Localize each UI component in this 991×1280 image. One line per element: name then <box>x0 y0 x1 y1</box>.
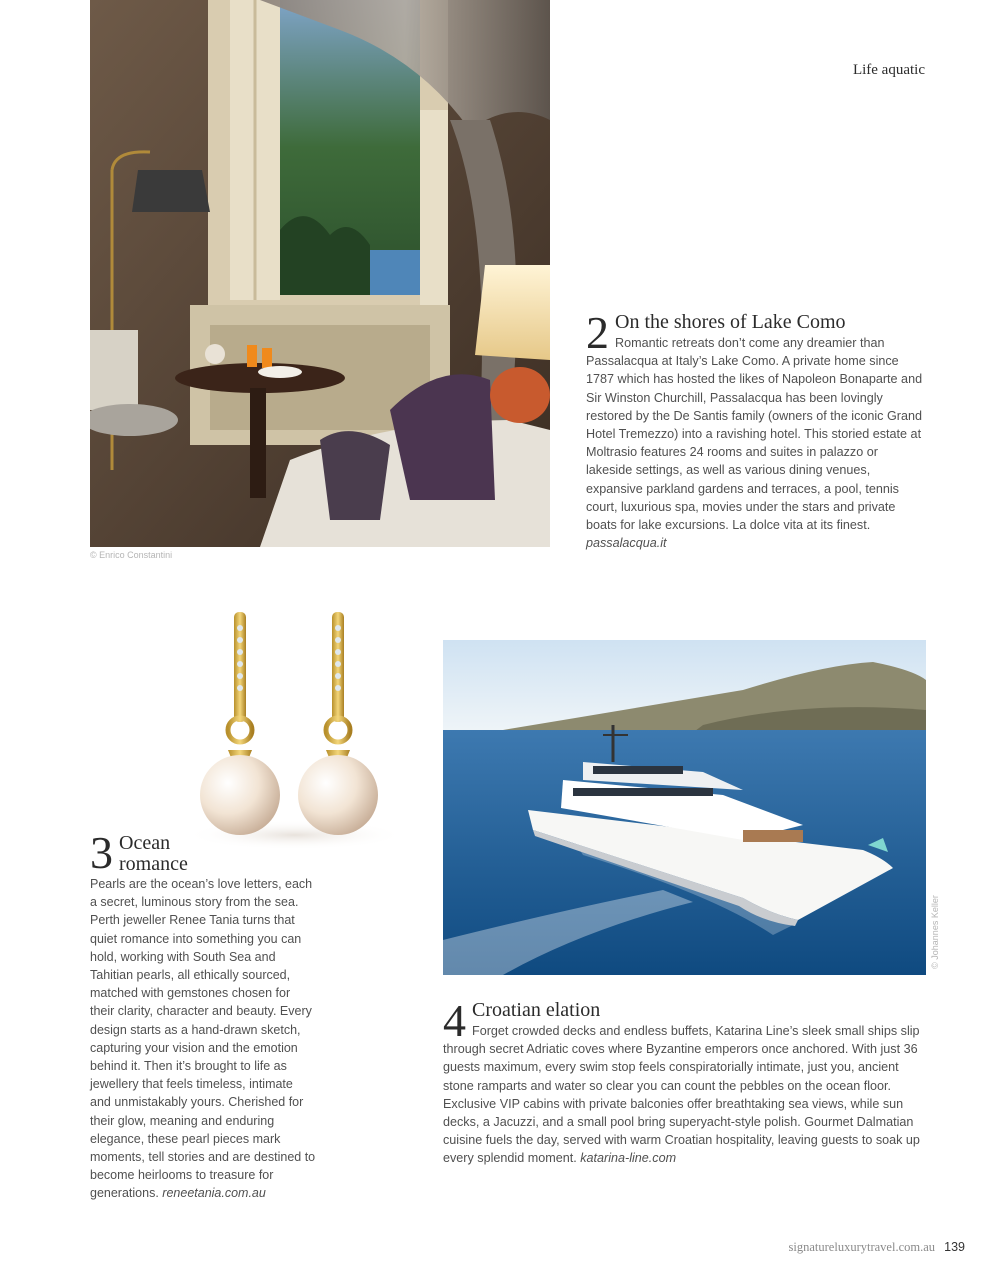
yacht-illustration <box>443 640 926 975</box>
article-body: Forget crowded decks and endless buffets, Katarina Line’s sleek small ships slip through secret Adriatic coves where Byzantine emperors once anchored. With just 36 guests maximum, every swim stop feels conspiratorially intimate, just you, ancient stone ramparts and water so clear you can count the pebbles on the ocean floor. Exclusive VIP cabins with private balconies offer breathtaking sea views, while sun decks, a Jacuzzi, and a small pool bring superyacht-style polish. Gourmet Dalmatian cuisine fuels the day, served with warm Croatian hospitality, leaving guests to soak up every splendid moment. <box>443 1024 920 1166</box>
footer-site-url[interactable]: signatureluxurytravel.com.au <box>788 1240 936 1254</box>
article-heading-line1: Ocean <box>119 832 171 854</box>
lake-como-room-photo <box>90 0 550 547</box>
article-heading: On the shores of Lake Como <box>615 311 846 333</box>
article-croatian-elation <box>443 995 923 1168</box>
room-photo-credit: © Enrico Constantini <box>90 550 173 560</box>
pearl-earrings-photo <box>180 600 410 850</box>
page-footer <box>600 1240 965 1255</box>
page-number: 139 <box>944 1240 965 1254</box>
article-body: Romantic retreats don’t come any dreamier than Passalacqua at Italy’s Lake Como. A private home since 1787 which has hosted the likes of Napoleon Bonaparte and Sir Winston Churchill, Passalacqua has been lovingly restored by the De Santis family (owners of the iconic Grand Hotel Tremezzo) into a ravishing hotel. This storied estate at Moltrasio features 24 rooms and suites in palazzo or lakeside settings, as well as various dining venues, expansive parkland gardens and terraces, a pool, tennis court, luxurious spa, movies under the stars and private boats for lake excursions. La dolce vita at its finest. <box>586 336 923 533</box>
left-earring <box>200 612 280 835</box>
article-heading: Croatian elation <box>472 999 601 1021</box>
right-earring <box>298 612 378 835</box>
article-number: 4 <box>443 995 466 1046</box>
article-link[interactable]: passalacqua.it <box>586 536 667 551</box>
article-link[interactable]: katarina-line.com <box>580 1151 677 1166</box>
article-lake-como <box>586 307 926 552</box>
article-number: 3 <box>90 827 113 878</box>
article-ocean-romance <box>90 827 316 1203</box>
article-heading-line2: romance <box>119 852 188 875</box>
article-number: 2 <box>586 307 609 358</box>
article-body: Pearls are the ocean’s love letters, each a secret, luminous story from the sea. Perth jeweller Renee Tania turns that quiet romance into something you can hold, working with South Sea and Tahitian pearls, all ethically sourced, matched with gemstones chosen for their clarity, character and beauty. Every design starts as a hand-drawn sketch, capturing your vision and the emotion behind it. Then it’s brought to life as jewellery that feels timeless, intimate and unmistakably yours. Cherished for their glow, meaning and enduring elegance, these pearl pieces mark moments, tell stories and are destined to become heirlooms to treasure for generations. <box>90 877 316 1201</box>
room-illustration <box>90 0 550 547</box>
pearl-earrings-illustration <box>180 600 410 850</box>
yacht-photo-credit: © Johannes Keller <box>930 895 940 969</box>
section-label: Life aquatic <box>852 62 925 78</box>
article-link[interactable]: reneetania.com.au <box>162 1186 266 1201</box>
yacht-photo <box>443 640 926 975</box>
